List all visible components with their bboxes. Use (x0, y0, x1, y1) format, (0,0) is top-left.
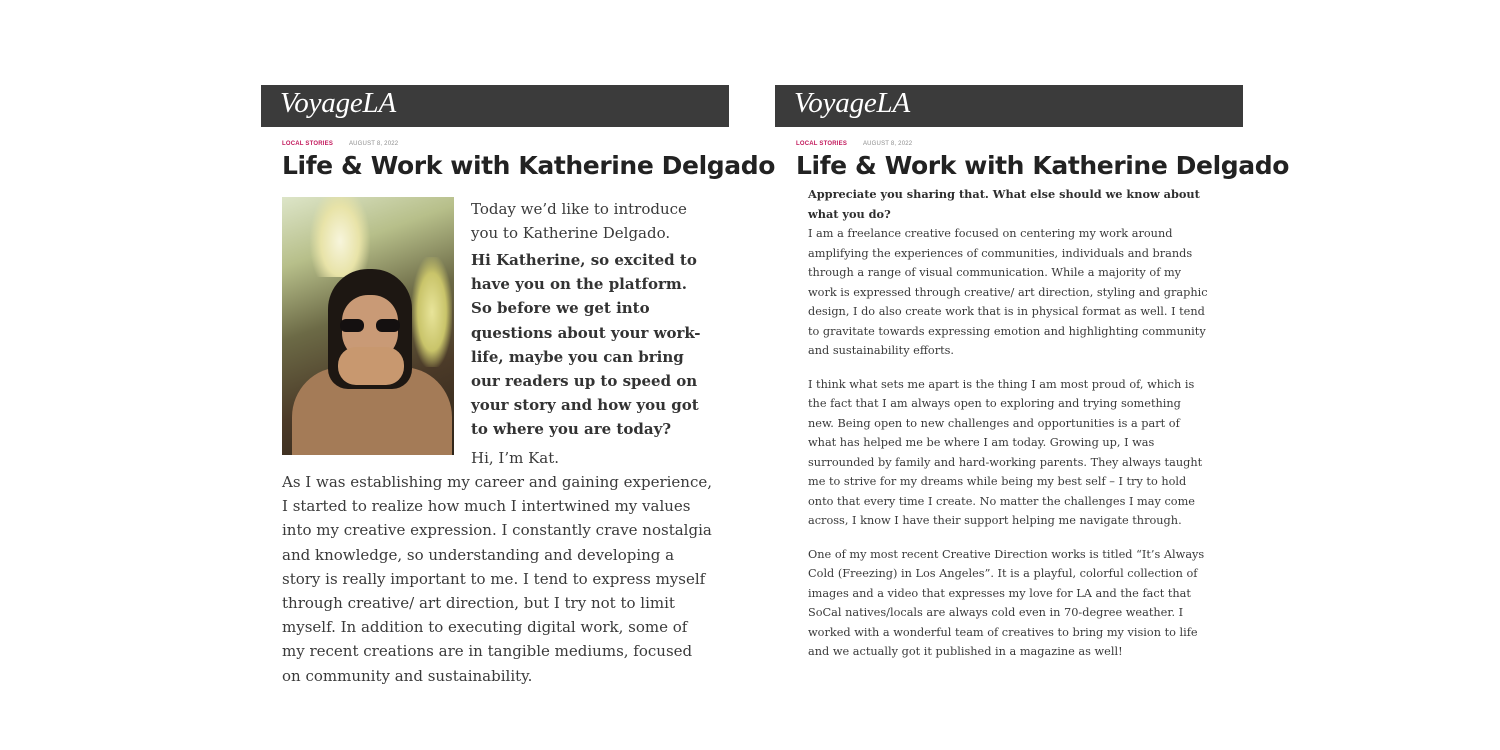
intro-text: Today we’d like to introduce you to Katherine Delgado. (471, 200, 687, 242)
article-meta (796, 141, 912, 147)
article-panel-left (261, 85, 775, 685)
answer-paragraph-2: I think what sets me apart is the thing I am most proud of, which is the fact that I am always open to exploring and trying something new. Being open to new challenges and opportunities is a part of what has helped me be where I am today. Growing up, I was surrounded by family and hard-working parents. They always taught me to strive for my dreams while being my best self – I try to hold onto that every time I create. No matter the challenges I may come across, I know I have their support helping me navigate through. (808, 377, 1203, 527)
article-meta (282, 141, 398, 147)
site-logo[interactable]: VoyageLA (280, 87, 396, 119)
masthead (775, 85, 1243, 127)
category-link[interactable]: LOCAL STORIES (796, 141, 848, 147)
answer-greeting: Hi, I’m Kat. (471, 449, 560, 467)
publish-date: AUGUST 8, 2022 (348, 141, 399, 147)
interview-question: Appreciate you sharing that. What else should we know about what you do? (808, 187, 1200, 221)
article-title: Life & Work with Katherine Delgado (796, 151, 1289, 180)
answer-paragraph-3: One of my most recent Creative Direction works is titled “It’s Always Cold (Freezing) in Los Angeles”. It is a playful, colorful collection of images and a video that expresses my love for LA and the fact that SoCal natives/locals are always cold even in 70-degree weather. I worked with a wonderful team of creatives to bring my vision to life and we actually got it published in a magazine as well! (808, 547, 1205, 658)
site-logo[interactable]: VoyageLA (794, 87, 910, 119)
article-title: Life & Work with Katherine Delgado (282, 151, 775, 180)
publish-date: AUGUST 8, 2022 (862, 141, 913, 147)
portrait-photo (282, 197, 454, 455)
article-body (808, 185, 1208, 676)
interview-question: Hi Katherine, so excited to have you on the platform. So before we get into questions about your work-life, maybe you can bring our readers up to speed on your story and how you got to where you are today? (471, 251, 701, 439)
masthead (261, 85, 729, 127)
answer-paragraph-1: I am a freelance creative focused on centering my work around amplifying the experiences of communities, individuals and brands through a range of visual communication. While a majority of my work is expressed through creative/ art direction, styling and graphic design, I do also create work that is in physical format as well. I tend to gravitate towards expressing emotion and highlighting community and sustainability efforts. (808, 227, 1208, 357)
answer-text: As I was establishing my career and gaining experience, I started to realize how much I intertwined my values into my creative expression. I constantly crave nostalgia and knowledge, so understanding and developing a story is really important to me. I tend to express myself through creative/ art direction, but I try not to limit myself. In addition to executing digital work, some of my recent creations are in tangible mediums, focused on community and sustainability. (282, 473, 713, 685)
article-panel-right (775, 85, 1289, 658)
category-link[interactable]: LOCAL STORIES (282, 141, 334, 147)
